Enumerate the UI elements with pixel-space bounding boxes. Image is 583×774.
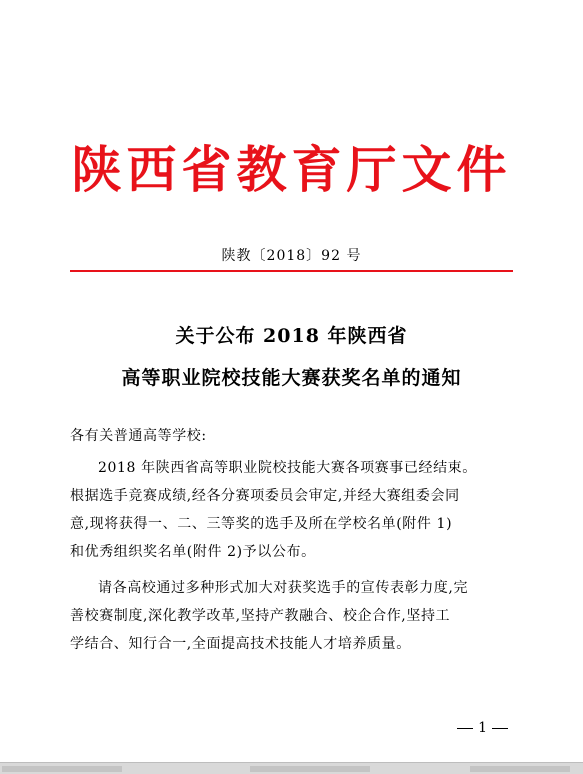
page-number-right-dash (492, 728, 508, 729)
scrollbar-segment (250, 766, 370, 772)
page-number (452, 718, 513, 738)
scrollbar-segment (470, 766, 570, 772)
paragraph-1-line: 根据选手竞赛成绩,经各分赛项委员会审定,并经大赛组委会同 (70, 488, 460, 504)
paragraph-2 (70, 574, 516, 658)
paragraph-2-line: 请各高校通过多种形式加大对获奖选手的宣传表彰力度,完 (98, 580, 469, 596)
paragraph-1-line: 意,现将获得一、二、三等奖的选手及所在学校名单(附件 1) (70, 516, 453, 532)
paragraph-2-line: 学结合、知行合一,全面提高技术技能人才培养质量。 (70, 636, 411, 652)
viewer-bottom-scrollbar[interactable] (0, 762, 583, 774)
paragraph-1-line: 2018 年陕西省高等职业院校技能大赛各项赛事已经结束。 (98, 460, 477, 476)
document-number: 陕教〔2018〕92 号 (221, 248, 362, 264)
paragraph-1 (70, 454, 516, 566)
red-divider-line (70, 270, 513, 272)
page-number-left-dash (457, 728, 473, 729)
page-number-value: 1 (478, 720, 487, 736)
notice-title-line-2: 高等职业院校技能大赛获奖名单的通知 (121, 367, 462, 389)
salutation: 各有关普通高等学校: (70, 428, 207, 444)
paragraph-2-line: 善校赛制度,深化教学改革,坚持产教融合、校企合作,坚持工 (70, 608, 451, 624)
document-header-title: 陕西省教育厅文件 (71, 140, 512, 199)
notice-title-line-1: 关于公布 2018 年陕西省 (175, 325, 408, 347)
scrollbar-segment (2, 766, 122, 772)
paragraph-1-line: 和优秀组织奖名单(附件 2)予以公布。 (70, 544, 316, 560)
